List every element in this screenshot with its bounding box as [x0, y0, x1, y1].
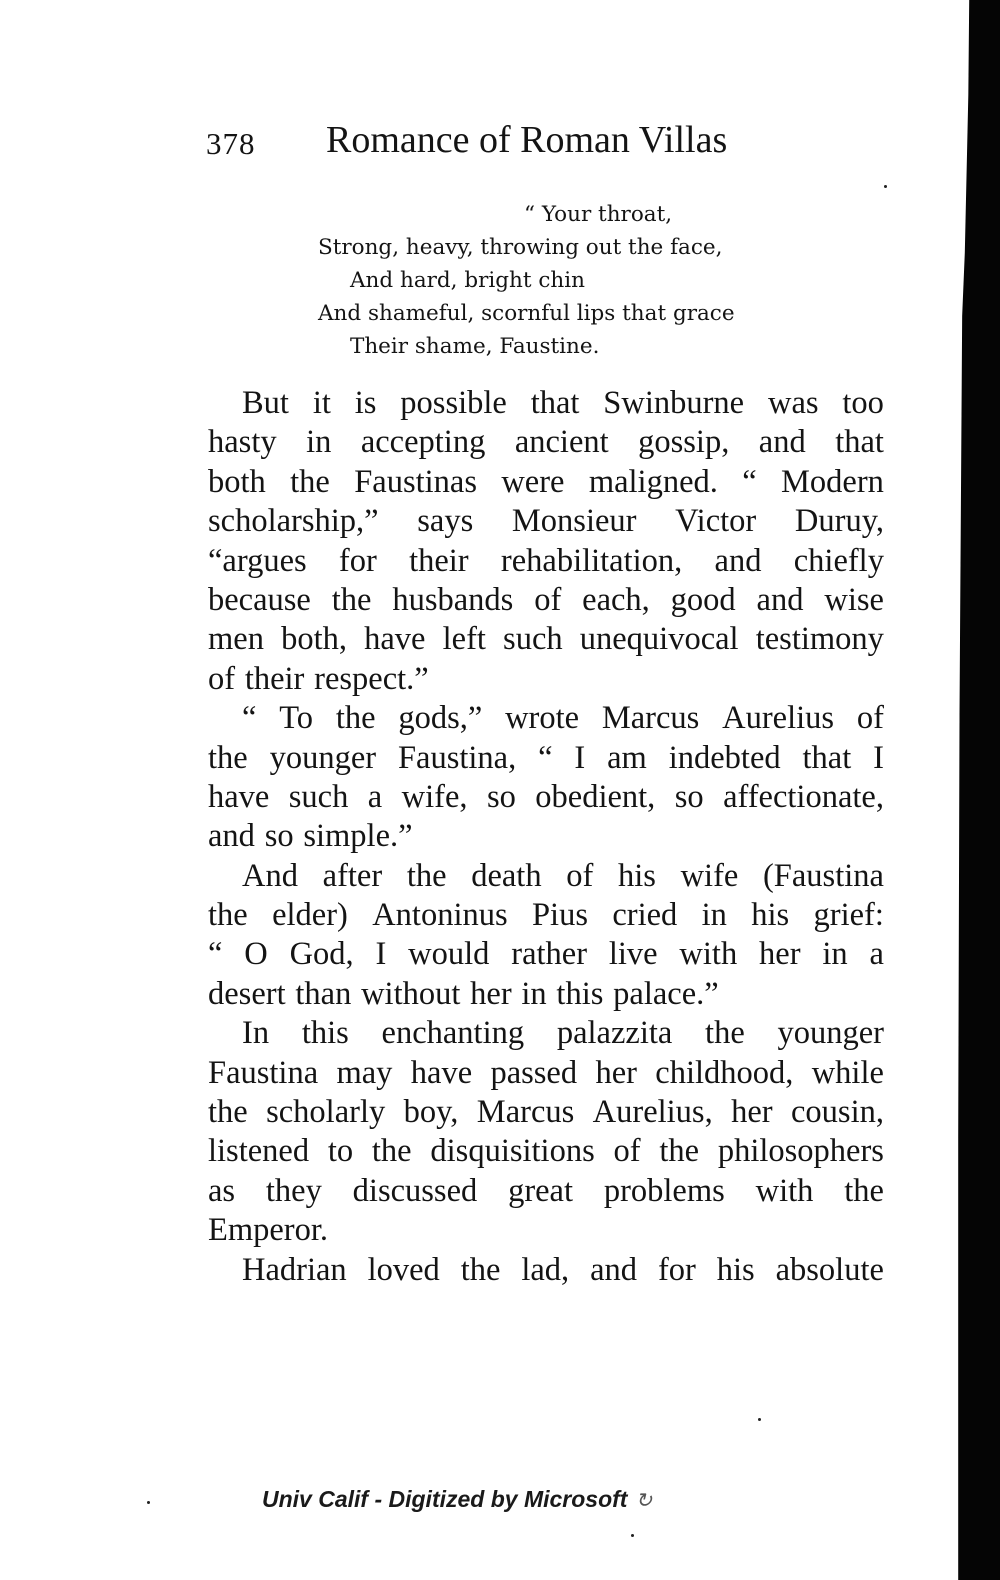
word: lad,	[521, 1251, 570, 1288]
text-line	[208, 857, 884, 896]
text-line	[208, 423, 884, 462]
word: they	[265, 1172, 322, 1209]
word: her	[759, 936, 801, 973]
word: such	[503, 621, 563, 658]
word: Modern	[781, 463, 884, 500]
word: a	[869, 936, 884, 973]
word: palace.”	[613, 975, 719, 1012]
word: “	[208, 936, 223, 973]
word: O	[244, 936, 268, 973]
word: in	[521, 975, 547, 1012]
word: is	[354, 385, 377, 421]
word: Faustina	[208, 1054, 319, 1091]
page-header	[206, 118, 806, 168]
word: for	[338, 542, 377, 579]
body-text	[208, 384, 884, 1290]
word: for	[657, 1251, 696, 1288]
word: his	[617, 857, 656, 894]
text-line	[208, 620, 884, 659]
word: Faustinas	[354, 463, 477, 500]
word: To	[279, 700, 314, 737]
text-line	[208, 975, 884, 1014]
text-line	[208, 896, 884, 935]
word: was	[767, 385, 819, 421]
scan-speck	[758, 1418, 761, 1421]
word: Marcus	[601, 700, 700, 737]
word: palazzita	[556, 1015, 673, 1052]
word: her	[595, 1054, 637, 1091]
word: the	[659, 1133, 700, 1170]
word: indebted	[668, 739, 781, 776]
word: that	[530, 385, 580, 421]
word: possible	[400, 385, 507, 421]
word: listened	[208, 1133, 310, 1170]
word: both,	[281, 621, 347, 658]
word: while	[811, 1054, 884, 1091]
word: both	[208, 463, 266, 500]
word: the	[208, 739, 248, 776]
word: that	[835, 424, 884, 461]
word: so	[486, 778, 516, 815]
word: God,	[289, 936, 354, 973]
microsoft-mark-icon: ↻	[635, 1490, 653, 1512]
word: Hadrian	[242, 1251, 347, 1288]
word: were	[501, 463, 565, 500]
text-line	[208, 1014, 884, 1053]
text-line	[208, 1093, 884, 1132]
text-line	[208, 778, 884, 817]
word: I	[873, 739, 884, 776]
word: would	[408, 936, 490, 973]
word: have	[364, 621, 426, 658]
word: a	[367, 778, 383, 815]
word: the	[331, 581, 372, 618]
word: affectionate,	[723, 778, 884, 815]
poem-line: “ Your throat,	[524, 202, 673, 227]
text-line	[208, 1132, 884, 1171]
word: But	[242, 385, 289, 421]
word: of	[856, 700, 884, 737]
word: “	[242, 700, 257, 737]
word: as	[208, 1172, 236, 1209]
word: of	[566, 857, 594, 894]
word: this	[556, 975, 604, 1012]
word: without	[361, 975, 461, 1012]
text-line	[208, 463, 884, 502]
word: live	[608, 936, 658, 973]
text-line	[208, 502, 884, 541]
poem-line: And hard, bright chin	[350, 268, 585, 293]
word: scholarship,”	[208, 503, 379, 540]
word: after	[322, 857, 383, 894]
word: I	[375, 936, 387, 973]
word: rehabilitation,	[500, 542, 683, 579]
digitization-footer	[262, 1486, 652, 1513]
word: with	[755, 1172, 814, 1209]
word: testimony	[755, 621, 884, 658]
word: and	[756, 581, 804, 618]
word: in	[701, 897, 727, 934]
word: discussed	[352, 1172, 478, 1209]
word: Emperor.	[208, 1212, 329, 1249]
word: And	[242, 857, 298, 894]
running-title: Romance of Roman Villas	[326, 119, 728, 161]
word: so	[264, 818, 294, 855]
word: problems	[603, 1172, 725, 1209]
word: that	[802, 739, 852, 776]
word: childhood,	[655, 1054, 794, 1091]
text-line	[208, 542, 884, 581]
text-line	[208, 581, 884, 620]
word: “	[742, 463, 757, 500]
word: their	[409, 542, 469, 579]
word: passed	[490, 1054, 578, 1091]
word: maligned.	[588, 463, 718, 500]
word: the	[705, 1015, 745, 1052]
word: I	[574, 739, 586, 776]
word: Aurelius,	[592, 1094, 713, 1131]
word: too	[842, 385, 884, 421]
word: so	[674, 778, 704, 815]
word: have	[410, 1054, 473, 1091]
word: the	[371, 1133, 412, 1170]
word: in	[822, 936, 848, 973]
word: of	[208, 660, 236, 697]
word: Swinburne	[603, 385, 745, 421]
word: philosophers	[717, 1133, 884, 1170]
word: scholarly	[266, 1094, 386, 1131]
word: gods,”	[398, 700, 483, 737]
scan-speck	[631, 1534, 634, 1537]
word: her	[470, 975, 512, 1012]
word: younger	[777, 1015, 884, 1052]
word: have	[208, 778, 270, 815]
word: cousin,	[791, 1094, 884, 1131]
word: his	[751, 897, 790, 934]
word: husbands	[392, 581, 514, 618]
word: boy,	[403, 1094, 459, 1131]
word: because	[208, 581, 311, 618]
word: chiefly	[793, 542, 884, 579]
word: such	[288, 778, 349, 815]
word: the	[208, 897, 248, 934]
word: grief:	[813, 897, 884, 934]
poem-line: Their shame, Faustine.	[350, 334, 600, 359]
text-line	[208, 1054, 884, 1093]
word: her	[731, 1094, 773, 1131]
word: of	[613, 1133, 641, 1170]
word: wife	[680, 857, 739, 894]
word: their	[244, 660, 305, 697]
text-line	[208, 1251, 884, 1290]
word: Pius	[531, 897, 588, 934]
word: Antoninus	[372, 897, 508, 934]
word: absolute	[775, 1251, 884, 1288]
word: each,	[582, 581, 650, 618]
word: disquisitions	[430, 1133, 595, 1170]
text-line	[208, 739, 884, 778]
text-line	[208, 699, 884, 738]
text-line	[208, 1172, 884, 1211]
word: respect.”	[314, 660, 429, 697]
word: and	[208, 818, 255, 855]
word: great	[508, 1172, 574, 1209]
word: the	[335, 700, 376, 737]
word: Monsieur	[511, 503, 637, 540]
word: ancient	[514, 424, 609, 461]
text-line	[208, 817, 884, 856]
word: Duruy,	[794, 503, 884, 540]
word: unequivocal	[579, 621, 739, 658]
poem-line: Strong, heavy, throwing out the face,	[318, 235, 723, 260]
word: In	[242, 1015, 270, 1052]
word: (Faustina	[762, 857, 884, 894]
word: desert	[208, 975, 286, 1012]
word: the	[406, 857, 447, 894]
text-line	[208, 1211, 884, 1250]
word: to	[327, 1133, 354, 1170]
word: enchanting	[381, 1015, 525, 1052]
word: wrote	[505, 700, 580, 737]
word: left	[442, 621, 486, 658]
word: Faustina,	[397, 739, 517, 776]
word: may	[336, 1054, 393, 1091]
word: obedient,	[535, 778, 656, 815]
word: men	[208, 621, 264, 658]
digitized-notice: Univ Calif - Digitized by Microsoft	[262, 1486, 628, 1512]
word: simple.”	[303, 818, 413, 855]
word: Marcus	[476, 1094, 575, 1131]
text-line	[208, 660, 884, 699]
poem-line: And shameful, scornful lips that grace	[318, 301, 735, 326]
word: his	[716, 1251, 755, 1288]
word: “	[538, 739, 553, 776]
word: in	[306, 424, 332, 461]
word: of	[534, 581, 562, 618]
word: hasty	[208, 424, 277, 461]
word: accepting	[360, 424, 486, 461]
word: wife,	[401, 778, 468, 815]
scan-edge-shadow	[956, 0, 1000, 1580]
word: the	[290, 463, 330, 500]
text-line	[208, 935, 884, 974]
poem-quotation	[318, 198, 818, 363]
word: cried	[612, 897, 678, 934]
text-line	[208, 384, 884, 423]
word: and	[758, 424, 806, 461]
word: death	[471, 857, 542, 894]
word: this	[301, 1015, 349, 1052]
scan-speck	[147, 1501, 150, 1504]
word: Aurelius	[722, 700, 835, 737]
word: with	[679, 936, 738, 973]
word: wise	[824, 581, 884, 618]
word: the	[460, 1251, 501, 1288]
word: elder)	[272, 897, 348, 934]
page-number: 378	[206, 126, 256, 161]
word: and	[714, 542, 762, 579]
word: rather	[511, 936, 588, 973]
word: the	[208, 1094, 248, 1131]
word: “argues	[208, 542, 307, 579]
word: Victor	[675, 503, 757, 540]
word: says	[417, 503, 474, 540]
word: good	[670, 581, 736, 618]
word: than	[295, 975, 352, 1012]
scan-speck	[884, 185, 887, 188]
word: gossip,	[638, 424, 730, 461]
word: am	[607, 739, 647, 776]
word: and	[590, 1251, 638, 1288]
word: the	[844, 1172, 884, 1209]
word: loved	[367, 1251, 440, 1288]
word: younger	[269, 739, 377, 776]
word: it	[312, 385, 331, 421]
